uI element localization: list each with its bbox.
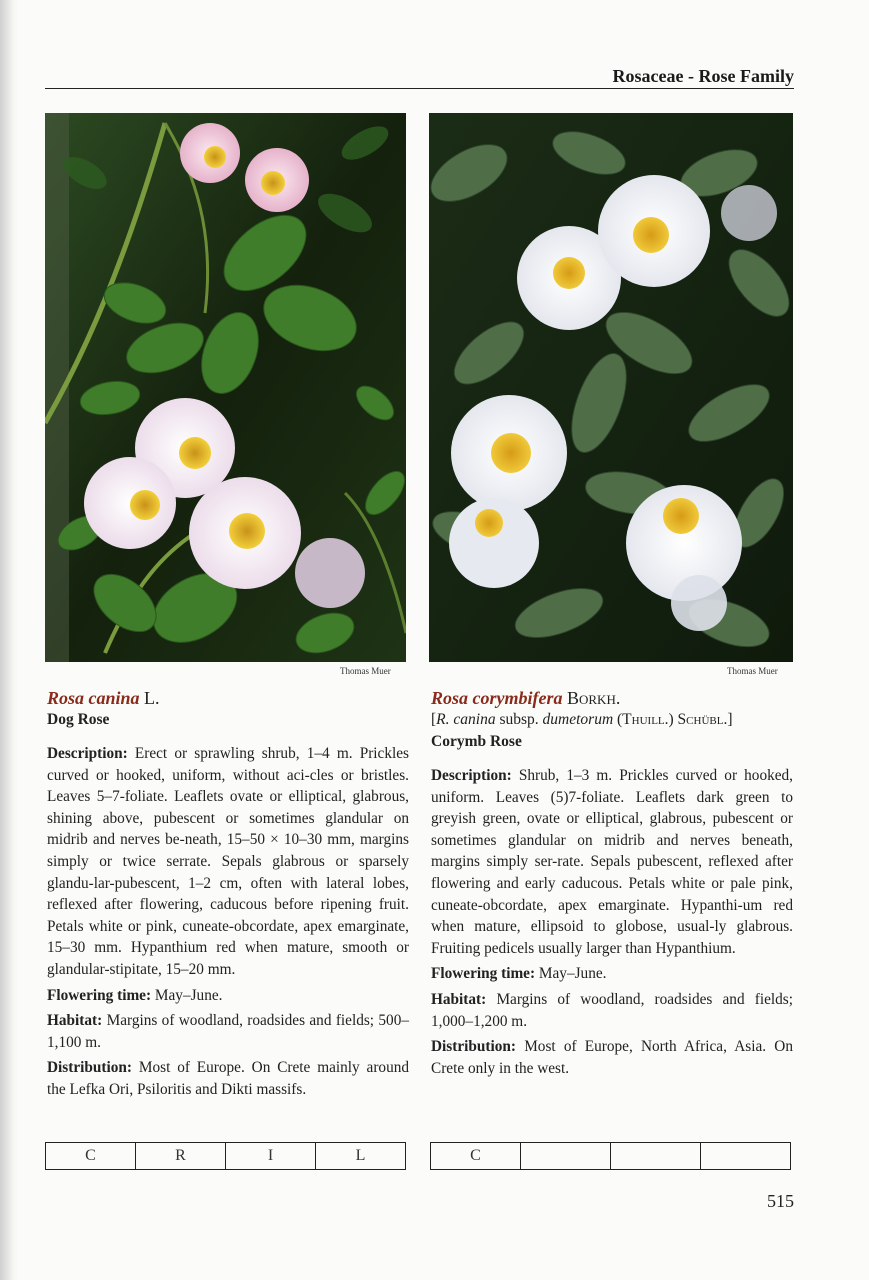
habitat: Habitat: Margins of woodland, roadsides and fields; 500–1,100 m.	[47, 1012, 409, 1051]
page-header-title: Rosaceae - Rose Family	[612, 66, 794, 86]
description: Description: Shrub, 1–3 m. Prickles curved or hooked, uniform. Leaves (5)7-foliate. Leaflets dark green to greyish green, ovate or elliptical, glabrous, pubescent or sometimes glandular on midrib and nerves beneath, margins simply ser-rate. Sepals pubescent, reflexed after flowering and early caducous. Petals white or pale pink, cuneate-obcordate, apex emarginate. Hypanthi-um red when mature, ellipsoid to globose, usual-ly glabrous. Fruiting pedicels usually larger than Hypanthium.	[431, 767, 794, 957]
distribution: Distribution: Most of Europe. On Crete mainly around the Lefka Ori, Psiloritis and Dikti massifs.	[47, 1059, 410, 1098]
region-cell: R	[136, 1143, 226, 1170]
common-name: Dog Rose	[47, 711, 110, 728]
region-cell: L	[316, 1143, 406, 1170]
header-rule	[45, 88, 794, 89]
photo-rosa-corymbifera	[429, 113, 793, 662]
scientific-name: Rosa canina L.	[47, 688, 160, 708]
distribution: Distribution: Most of Europe, North Africa, Asia. On Crete only in the west.	[431, 1038, 793, 1077]
photo-credit: Thomas Muer	[340, 666, 391, 676]
species-entry-rosa-canina	[47, 687, 409, 1101]
page-binding-shadow	[0, 0, 18, 1280]
region-cell: C	[46, 1143, 136, 1170]
scientific-name: Rosa corymbifera Borkh.	[431, 688, 621, 708]
region-cell: C	[431, 1143, 521, 1170]
habitat: Habitat: Margins of woodland, roadsides and fields; 1,000–1,200 m.	[431, 990, 794, 1030]
region-cell	[611, 1143, 701, 1170]
photo-rosa-canina	[45, 113, 406, 662]
species-entry-rosa-corymbifera	[431, 687, 793, 1079]
description: Description: Erect or sprawling shrub, 1–4 m. Prickles curved or hooked, uniform, without aci-cles or bristles. Leaves 5–7-foliate. Leaflets ovate or elliptical, glabrous, shining above, pubescent or sometimes glandular on midrib and nerves be-neath, 15–50 × 10–30 mm, margins simply or twice serrate. Sepals glabrous or sparsely glandu-lar-pubescent, 1–2 cm, often with lateral lobes, reflexed after flowering, caducous before ripening fruit. Petals white or pink, cuneate-obcordate, apex emarginate, 15–30 mm. Hypanthium red when mature, smooth or glandular-stipitate, 15–20 mm.	[47, 745, 409, 978]
region-cell	[521, 1143, 611, 1170]
region-grid-rosa-corymbifera	[430, 1142, 791, 1170]
common-name: Corymb Rose	[431, 733, 522, 750]
region-cell	[701, 1143, 791, 1170]
flowering-time: Flowering time: May–June.	[47, 986, 223, 1004]
region-cell: I	[226, 1143, 316, 1170]
page-number: 515	[767, 1191, 794, 1211]
region-grid-rosa-canina	[45, 1142, 406, 1170]
synonym: [R. canina subsp. dumetorum (Thuill.) Schübl.]	[431, 711, 733, 728]
photo-credit: Thomas Muer	[727, 666, 778, 676]
flowering-time: Flowering time: May–June.	[431, 965, 607, 983]
